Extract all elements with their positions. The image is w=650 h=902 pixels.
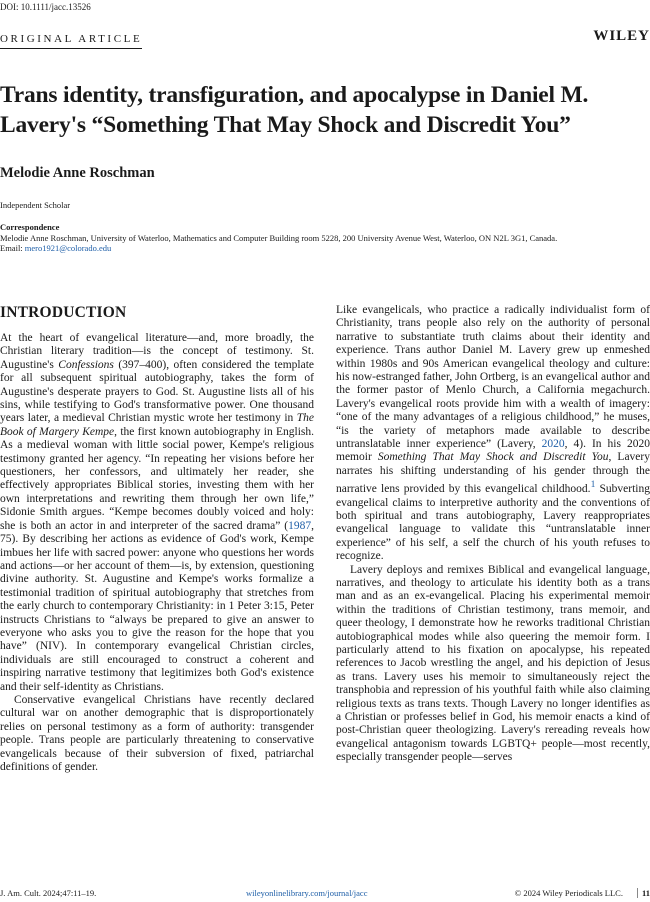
text-run: At the heart of evangelical literature—and, more broadly, the Christian literary tradition—is the concept of testimony. St. Augustine's [0,332,314,371]
text-run: , 4). In his 2020 memoir [336,438,650,464]
article-type-label: ORIGINAL ARTICLE [0,33,142,49]
right-column [336,304,650,765]
author-name: Melodie Anne Roschman [0,165,155,181]
copyright: © 2024 Wiley Periodicals LLC. [514,888,623,898]
paragraph: Lavery deploys and remixes Biblical and evangelical language, narratives, and theology to articulate his identity both as a trans man and as an ex-evangelical. Placing his experimental memoir within the traditions of Christian testimony, trans memoir, and queer theology, I demonstrate how he reworks traditional Christian autobiographical modes while also queering the memoir form. I particularly attend to his fixation on apocalypse, his repeated references to Jacob wrestling the angel, and his depiction of Jesus as trans. Lavery uses his memoir to simultaneously reject the transphobia and repression of his youthful faith while also claiming religious texts as trans texts. Though Lavery no longer identifies as a Christian or professes belief in God, his memoir enacts a kind of post-Christian queer theologizing. Lavery's rereading reveals how evangelical antagonism towards LGBTQ+ people—most recently, especially transgender people—serves [336,563,650,764]
article-title: Trans identity, transfiguration, and apocalypse in Daniel M. Lavery's “Something That May Shock and Discredit You” [0,82,589,138]
citation-link[interactable]: 2020 [541,438,565,451]
text-run: Like evangelicals, who practice a radically individualist form of Christianity, trans people also rely on the authority of personal narrative to substantiate truth claims about their identity and experience. Trans author Daniel M. Lavery grew up enmeshed within 1980s and 90s American evangelical theology and culture: his now-estranged father, John Ortberg, is an evangelical author and the former pastor of Menlo Church, a California megachurch. Lavery's evangelical roots provide him with a wealth of imagery: “one of the many advantages of a religious childhood,” he muses, “is the variety of metaphors made available to describe untranslatable inner experience” (Lavery, [336,304,650,451]
italic-title: Confessions [58,358,114,371]
footnote-link[interactable]: 1 [590,479,596,491]
journal-url[interactable]: wileyonlinelibrary.com/journal/jacc [246,888,368,898]
correspondence-address: Melodie Anne Roschman, University of Waterloo, Mathematics and Computer Building room 5228, 200 University Avenue West, Waterloo, ON N2L 3G1, Canada. [0,232,558,243]
text-run: (397–400), often considered the template for all subsequent spiritual autobiography, takes the form of Augustine's desperate prayers to God. St. Augustine lists all of his sins, while testifying to God's transformative power. One thousand years later, a medieval Christian mystic wrote her testimony in [0,358,314,425]
citation-link[interactable]: 1987 [288,519,312,532]
section-heading: INTRODUCTION [0,304,127,321]
page-number: 11 [637,888,650,898]
correspondence-block [0,222,650,254]
left-column [0,304,314,774]
paragraph [0,332,314,694]
email-label: Email: [0,243,23,253]
text-run: , the first known autobiography in English. As a medieval woman with little social power, Kempe's religious testimony granted her agency. “In repeating her visions before her questioners, her confessors, and ultimately her reader, she effectively appropriates Biblical stories, investing them with her own interpretations and rewriting them through her own life,” Sidonie Smith argues. “Kempe becomes doubly voiced and holy: she is both an actor in and interpreter of the sacred drama” ( [0,425,314,532]
author-affiliation: Independent Scholar [0,200,71,210]
text-run: , Lavery narrates his shifting understanding of his gender through the narrative lens provided by this evangelical childhood. [336,451,650,496]
journal-citation: J. Am. Cult. 2024;47:11–19. [0,888,97,898]
text-run: , 75). By describing her actions as evidence of God's work, Kempe imbues her life with sacred power: anyone who questions her words and actions—or her account of them—is, by extension, questioning divine authority. St. Augustine and Kempe's works formalize a testimonial tradition of spiritual autobiography that stretches from the early church to contemporary Christianity: in 1 Peter 3:15, Peter instructs Christians to “always be prepared to give an answer to everyone who asks you to give the reason for the hope that you have” (NIV). In contemporary evangelical Christian circles, individuals are still encouraged to construct a coherent and inspiring narrative testimony that legitimizes both God's existence and their self-identity as Christians. [0,519,314,693]
text-run: Subverting evangelical claims to interpretive authority and the conventions of both spiritual and trans autobiography, Lavery reappropriates evangelical language to validate this “untranslatable inner experience” of his self, a self the church of his youth refuses to recognize. [336,483,650,563]
italic-title: The Book of Margery Kempe [0,412,314,438]
paragraph [336,304,650,564]
correspondence-email-line [0,243,650,254]
publisher-logo[interactable]: WILEY [593,28,650,44]
italic-title: Something That May Shock and Discredit You [377,451,609,464]
doi[interactable]: DOI: 10.1111/jacc.13526 [0,2,91,12]
correspondence-heading: Correspondence [0,222,60,232]
email-link[interactable]: mero1921@colorado.edu [24,243,112,253]
paragraph: Conservative evangelical Christians have recently declared cultural war on another demographic that is disproportionately relies on personal testimony as a form of authority: transgender people. Trans people are particularly threatening to conservative evangelicals because of their subversion of fixed, patriarchal definitions of gender. [0,693,314,773]
footer-right [515,888,650,898]
